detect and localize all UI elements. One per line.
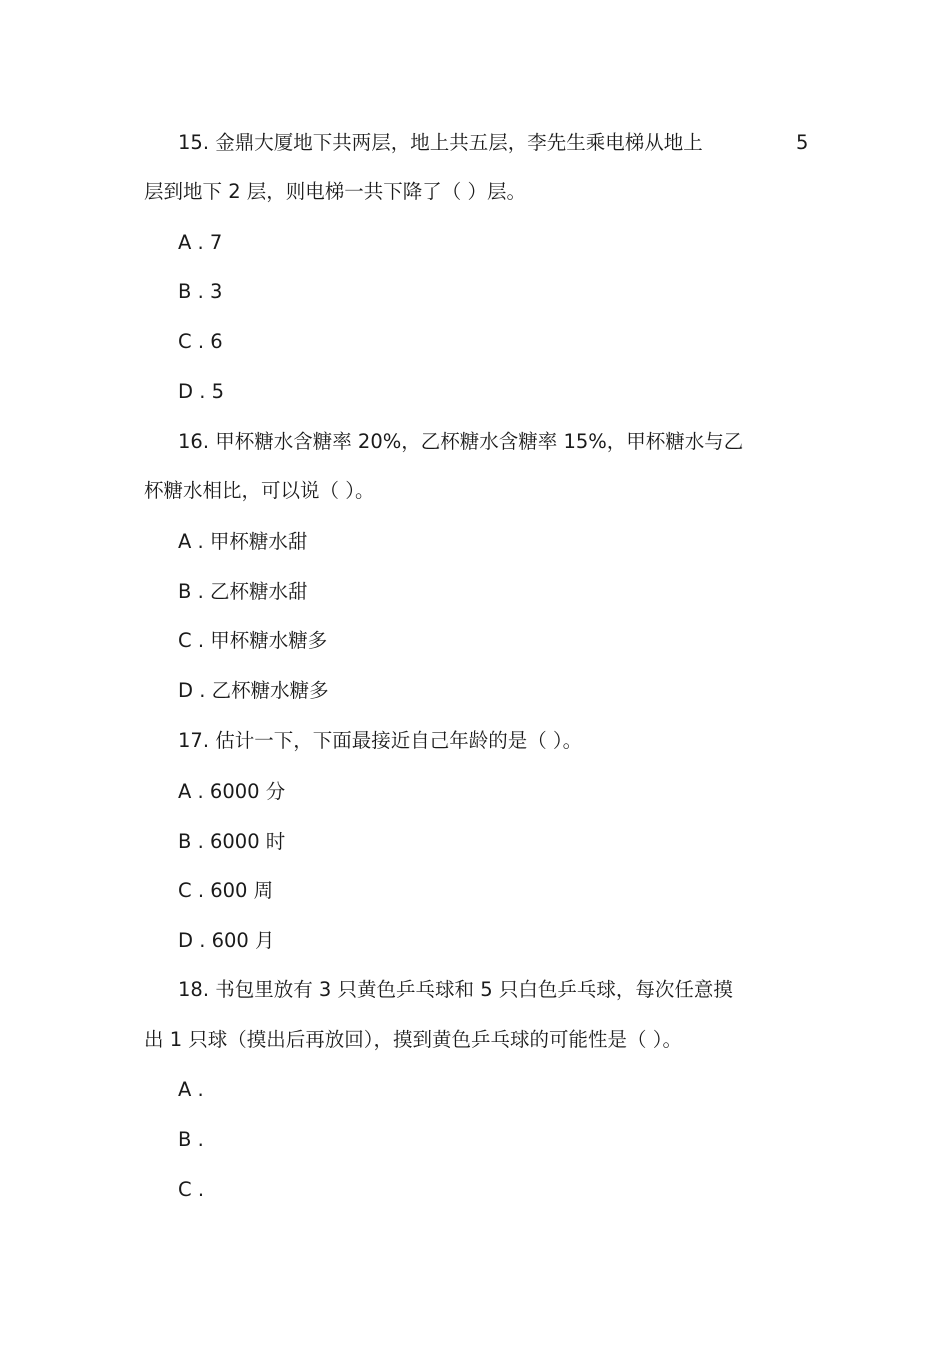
question-15-stem-line2: 层到地下 2 层，则电梯一共下降了（ ）层。 xyxy=(144,180,527,203)
question-15-stem-line1: 15. 金鼎大厦地下共两层，地上共五层，李先生乘电梯从地上 xyxy=(178,131,703,154)
question-18-stem-line2: 出 1 只球（摸出后再放回），摸到黄色乒乓球的可能性是（ ）。 xyxy=(144,1028,683,1051)
question-15-stem-tail: 5 xyxy=(796,131,809,154)
question-15-option-c: C . 6 xyxy=(178,330,223,353)
question-17-stem-line1: 17. 估计一下，下面最接近自己年龄的是（ ）。 xyxy=(178,729,583,752)
question-17-option-d: D . 600 月 xyxy=(178,929,275,952)
question-17-option-a: A . 6000 分 xyxy=(178,780,286,803)
question-18-option-a: A . xyxy=(178,1078,204,1101)
question-18-stem-line1: 18. 书包里放有 3 只黄色乒乓球和 5 只白色乒乓球，每次任意摸 xyxy=(178,978,733,1001)
question-16-option-b: B . 乙杯糖水甜 xyxy=(178,580,308,603)
question-16-stem-line1: 16. 甲杯糖水含糖率 20%，乙杯糖水含糖率 15%，甲杯糖水与乙 xyxy=(178,430,744,453)
question-16-option-c: C . 甲杯糖水糖多 xyxy=(178,629,328,652)
question-15-option-b: B . 3 xyxy=(178,280,223,303)
question-16-option-d: D . 乙杯糖水糖多 xyxy=(178,679,329,702)
question-17-option-b: B . 6000 时 xyxy=(178,830,286,853)
question-17-option-c: C . 600 周 xyxy=(178,879,274,902)
question-15-option-a: A . 7 xyxy=(178,231,223,254)
question-18-option-c: C . xyxy=(178,1178,205,1201)
question-16-stem-line2: 杯糖水相比，可以说（ ）。 xyxy=(144,479,375,502)
question-15-option-d: D . 5 xyxy=(178,380,225,403)
question-16-option-a: A . 甲杯糖水甜 xyxy=(178,530,308,553)
question-18-option-b: B . xyxy=(178,1128,204,1151)
